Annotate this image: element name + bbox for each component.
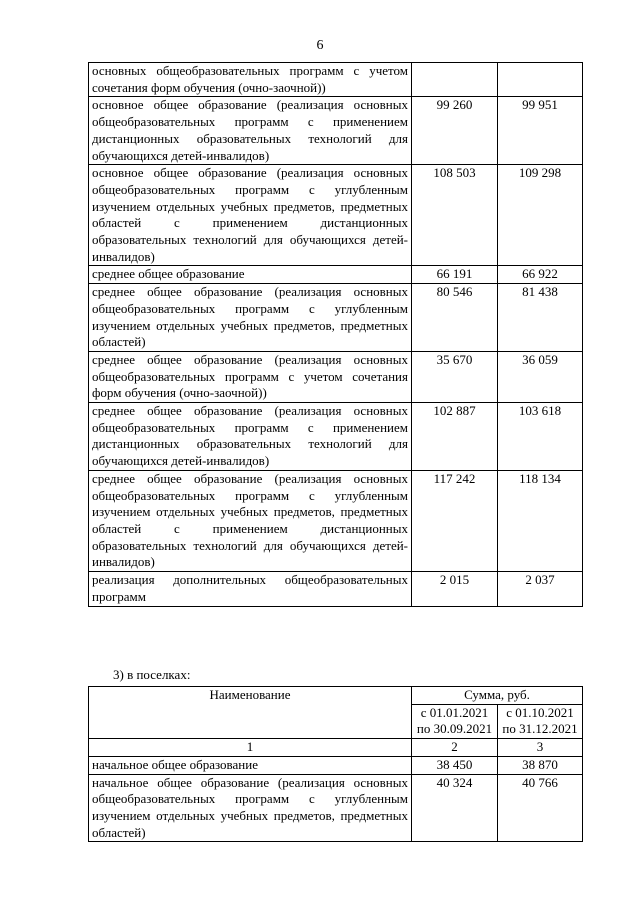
page-number: 6 <box>316 38 324 53</box>
row-value-period1: 38 450 <box>412 756 498 774</box>
row-name: основное общее образование (реализация основных общеобразовательных программ с углубленным изучением отдельных учебных предметов, предметных областей с применением дистанционных образовательных технологий для обучающихся детей-инвалидов) <box>89 165 412 266</box>
row-value-period1: 40 324 <box>412 774 498 842</box>
row-value-period2: 40 766 <box>498 774 583 842</box>
row-value-period2: 109 298 <box>498 165 583 266</box>
row-value-period2: 66 922 <box>498 266 583 284</box>
row-value-period2: 103 618 <box>498 403 583 471</box>
row-value-period1: 117 242 <box>412 470 498 571</box>
row-value-period2: 38 870 <box>498 756 583 774</box>
row-value-period1: 108 503 <box>412 165 498 266</box>
row-name: среднее общее образование (реализация основных общеобразовательных программ с углубленным изучением отдельных учебных предметов, предметных областей) <box>89 284 412 352</box>
column-number: 1 <box>89 739 412 757</box>
row-value-period1: 99 260 <box>412 97 498 165</box>
row-value-period2: 99 951 <box>498 97 583 165</box>
column-number: 2 <box>412 739 498 757</box>
table-row <box>89 351 583 402</box>
row-name: основное общее образование (реализация основных общеобразовательных программ с применением дистанционных образовательных технологий для обучающихся детей-инвалидов) <box>89 97 412 165</box>
table-row <box>89 470 583 571</box>
section-heading: 3) в поселках: <box>113 667 191 682</box>
table-row <box>89 284 583 352</box>
row-name: среднее общее образование (реализация основных общеобразовательных программ с углубленным изучением отдельных учебных предметов, предметных областей с применением дистанционных образовательных технологий для обучающихся детей-инвалидов) <box>89 470 412 571</box>
row-value-period1: 102 887 <box>412 403 498 471</box>
row-name: основных общеобразовательных программ с учетом сочетания форм обучения (очно-заочной)) <box>89 63 412 97</box>
table-row <box>89 774 583 842</box>
row-name: среднее общее образование (реализация основных общеобразовательных программ с учетом сочетания форм обучения (очно-заочной)) <box>89 351 412 402</box>
table-row <box>89 572 583 606</box>
row-value-period2: 118 134 <box>498 470 583 571</box>
row-value-period1: 80 546 <box>412 284 498 352</box>
table-row <box>89 266 583 284</box>
row-value-period2: 2 037 <box>498 572 583 606</box>
row-value-period2: 81 438 <box>498 284 583 352</box>
table-row <box>89 403 583 471</box>
row-value-period1: 66 191 <box>412 266 498 284</box>
table-row <box>89 756 583 774</box>
row-value-period1: 35 670 <box>412 351 498 402</box>
header-period1: с 01.01.2021 по 30.09.2021 <box>412 704 498 738</box>
row-value-period1 <box>412 63 498 97</box>
header-period2: с 01.10.2021 по 31.12.2021 <box>498 704 583 738</box>
table-row <box>89 63 583 97</box>
row-name: начальное общее образование (реализация основных общеобразовательных программ с углубленным изучением отдельных учебных предметов, предметных областей) <box>89 774 412 842</box>
row-value-period2 <box>498 63 583 97</box>
row-value-period2: 36 059 <box>498 351 583 402</box>
header-name: Наименование <box>89 687 412 739</box>
column-number: 3 <box>498 739 583 757</box>
row-name: среднее общее образование <box>89 266 412 284</box>
row-name: реализация дополнительных общеобразовательных программ <box>89 572 412 606</box>
row-value-period1: 2 015 <box>412 572 498 606</box>
column-number-row <box>89 739 583 757</box>
header-sum: Сумма, руб. <box>412 687 583 705</box>
table-row <box>89 97 583 165</box>
budget-table-settlements <box>88 686 583 842</box>
budget-table-continued <box>88 62 583 607</box>
row-name: среднее общее образование (реализация основных общеобразовательных программ с применением дистанционных образовательных технологий для обучающихся детей-инвалидов) <box>89 403 412 471</box>
table-header-row <box>89 687 583 705</box>
row-name: начальное общее образование <box>89 756 412 774</box>
table-row <box>89 165 583 266</box>
